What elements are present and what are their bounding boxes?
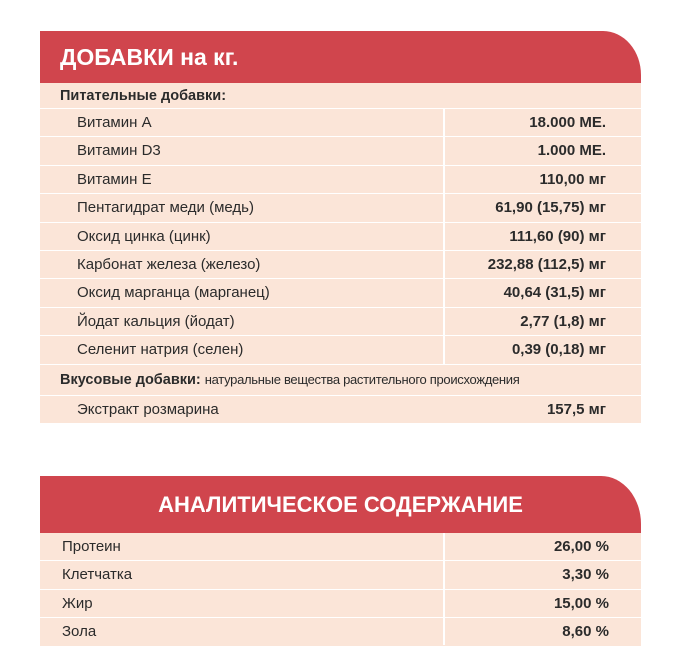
row-label: Йодат кальция (йодат)	[77, 312, 235, 330]
table-row	[40, 533, 641, 561]
row-value: 2,77 (1,8) мг	[520, 312, 606, 330]
row-value: 110,00 мг	[539, 170, 606, 188]
row-label: Протеин	[62, 538, 121, 555]
additives-panel	[40, 31, 641, 424]
table-row	[40, 223, 641, 251]
flavor-heading-row	[40, 365, 641, 396]
flavor-heading-line	[60, 365, 520, 396]
row-label: Витамин Е	[77, 170, 152, 188]
row-value: 8,60 %	[562, 623, 609, 641]
row-label: Оксид марганца (марганец)	[77, 284, 270, 302]
flavor-note: натуральные вещества растительного происхождения	[204, 371, 520, 387]
analytical-title: АНАЛИТИЧЕСКОЕ СОДЕРЖАНИЕ	[158, 492, 523, 517]
flavor-heading: Вкусовые добавки:	[60, 371, 201, 388]
row-label: Жир	[62, 594, 93, 612]
additives-title: ДОБАВКИ на кг.	[60, 44, 239, 70]
table-row	[40, 166, 641, 194]
row-label: Карбонат железа (железо)	[77, 255, 261, 273]
table-row	[40, 194, 641, 222]
row-value: 1.000 МЕ.	[537, 142, 606, 160]
table-row	[40, 109, 641, 137]
row-value: 18.000 МЕ.	[529, 114, 606, 131]
table-row	[40, 336, 641, 364]
analytical-table	[40, 533, 641, 647]
table-row	[40, 308, 641, 336]
additives-table	[40, 83, 641, 424]
row-value: 61,90 (15,75) мг	[495, 199, 606, 217]
row-value: 3,30 %	[562, 566, 609, 584]
row-label: Пентагидрат меди (медь)	[77, 199, 254, 217]
analytical-panel	[40, 476, 641, 647]
table-row	[40, 137, 641, 165]
table-row	[40, 279, 641, 307]
nutritional-heading: Питательные добавки:	[60, 88, 227, 104]
row-label: Экстракт розмарина	[77, 400, 219, 418]
row-label: Селенит натрия (селен)	[77, 341, 244, 359]
analytical-header	[40, 476, 641, 533]
row-label: Клетчатка	[62, 566, 133, 584]
table-row	[40, 561, 641, 589]
table-row	[40, 618, 641, 646]
table-row	[40, 396, 641, 424]
row-value: 15,00 %	[553, 594, 609, 612]
row-label: Оксид цинка (цинк)	[77, 227, 211, 245]
table-row	[40, 251, 641, 279]
row-value: 0,39 (0,18) мг	[511, 341, 606, 359]
row-value: 111,60 (90) мг	[509, 227, 606, 245]
additives-header	[40, 31, 641, 83]
row-label: Витамин А	[77, 114, 152, 131]
row-label: Витамин D3	[77, 142, 161, 160]
row-value: 232,88 (112,5) мг	[487, 255, 606, 273]
table-row	[40, 590, 641, 618]
row-value: 26,00 %	[553, 538, 609, 555]
row-value: 157,5 мг	[546, 400, 606, 418]
nutritional-heading-row	[40, 83, 641, 109]
row-value: 40,64 (31,5) мг	[503, 284, 606, 302]
row-label: Зола	[62, 623, 97, 641]
